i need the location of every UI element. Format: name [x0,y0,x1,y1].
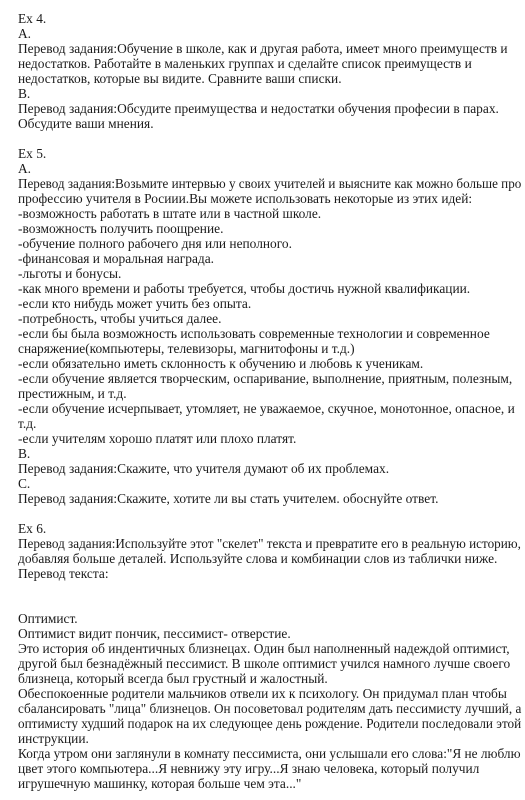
ex5-a-line: Перевод задания:Возьмите интервью у своих учителей и выясните как можно больше про [18,176,522,191]
story-line: инструкции. [18,731,89,746]
ex6-text-label: Перевод текста: [18,566,109,581]
ex4-a-line-3: недостатков, которые вы видите. Сравните ваши списки. [18,71,342,86]
ex4-a-line-1: Перевод задания:Обучение в школе, как и другая работа, имеет много преимуществ и [18,41,508,56]
ex5-a-list-item: -возможность работать в штате или в частной школе. [18,206,322,221]
ex5-b-label: B. [18,446,31,461]
ex5-a-label: A. [18,161,32,176]
ex5-a-list-item: -если обучение исчерпывает, утомляет, не уважаемое, скучное, монотонное, опасное, и [18,401,515,416]
ex4-b-label: B. [18,86,31,101]
ex5-a-list-item: -льготы и бонусы. [18,266,122,281]
story-line: Это история об индентичных близнецах. Один был наполненный надеждой оптимист, [18,641,510,656]
ex6-task-line-1: Перевод задания:Используйте этот "скелет" текста и превратите его в реальную историю, [18,536,521,551]
ex5-a-list-item: -если обязательно иметь склонность к обучению и любовь к ученикам. [18,356,424,371]
story-line: цвет этого компьютера...Я невнижу эту игру...Я знаю человека, который получил [18,761,480,776]
ex5-a-list-item: т.д. [18,416,37,431]
ex4-heading: Ex 4. [18,11,47,26]
story-line: сбалансировать "лица" близнецов. Он посоветовал родителям дать пессимисту лучший, а [18,701,522,716]
story-line: Оптимист видит пончик, пессимист- отверстие. [18,626,291,641]
ex6-heading: Ex 6. [18,521,47,536]
ex5-c-text: Перевод задания:Скажите, хотите ли вы стать учителем. обоснуйте ответ. [18,491,439,506]
story-line: Обеспокоенные родители мальчиков отвели их к психологу. Он придумал план чтобы [18,686,507,701]
ex4-b-line-1: Перевод задания:Обсудите преимущества и недостатки обучения професии в парах. [18,101,499,116]
ex4-b-line-2: Обсудите ваши мнения. [18,116,154,131]
ex5-a-list-item: -обучение полного рабочего дня или неполного. [18,236,292,251]
ex5-heading: Ex 5. [18,146,47,161]
ex5-a-list-item: -возможность получить поощрение. [18,221,224,236]
ex5-a-list-item: -если бы была возможность использовать современные технологии и современное [18,326,490,341]
ex5-b-text: Перевод задания:Скажите, что учителя думают об их проблемах. [18,461,390,476]
ex5-a-list-item: -финансовая и моральная награда. [18,251,215,266]
ex5-a-list-item: снаряжение(компьютеры, телевизоры, магнитофоны и т.д.) [18,341,355,356]
ex5-c-label: C. [18,476,31,491]
story-line: Когда утром они заглянули в комнату пессимиста, они услышали его слова:"Я не люблю [18,746,521,761]
ex5-a-list-item: -как много времени и работы требуется, чтобы достичь нужной квалификации. [18,281,471,296]
ex4-a-line-2: недостатков. Работайте в маленьких группах и сделайте список преимуществ и [18,56,472,71]
ex6-task-line-2: добавляя больше деталей. Используйте слова и комбинации слов из таблички ниже. [18,551,498,566]
story-line: игрушечную машинку, которая больше чем эта..." [18,776,302,791]
story-title: Оптимист. [18,611,78,626]
ex5-a-list-item: -если обучение является творческим, оспаривание, выполнение, приятным, полезным, [18,371,513,386]
ex5-a-list-item: -если кто нибудь может учить без опыта. [18,296,252,311]
story-line: близнеца, который всегда был грустный и жалостный. [18,671,328,686]
story-line: другой был безнадёжный пессимист. В школе оптимист учился намного лучше своего [18,656,511,671]
ex5-a-list-item: -потребность, чтобы учиться далее. [18,311,222,326]
ex5-a-list-item: -если учителям хорошо платят или плохо платят. [18,431,297,446]
story-line: оптимисту худший подарок на их следующее день рождение. Родители последовали этой [18,716,522,731]
ex4-a-label: A. [18,26,32,41]
ex5-a-line: профессию учителя в Росиии.Вы можете использовать некоторые из этих идей: [18,191,473,206]
ex5-a-list-item: престижным, и т.д. [18,386,127,401]
